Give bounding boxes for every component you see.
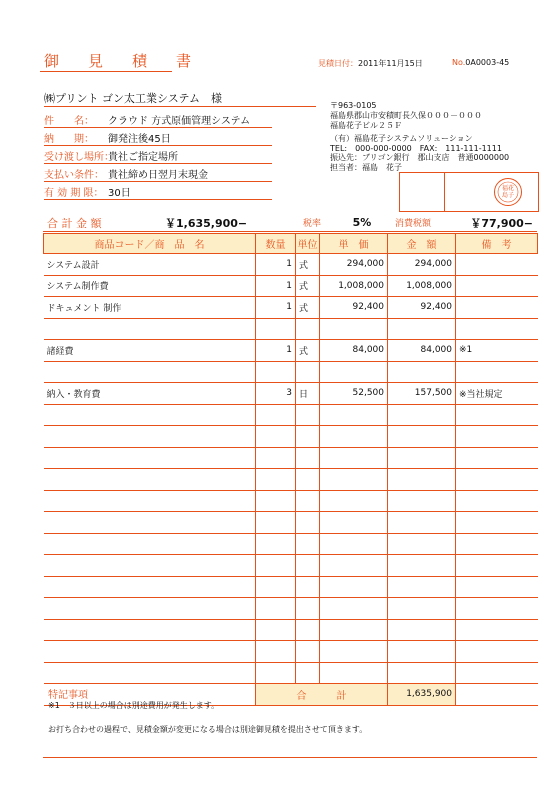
field-label: 支払い条件： bbox=[44, 170, 104, 181]
table-row bbox=[44, 383, 538, 405]
cell-amount bbox=[388, 447, 456, 469]
cell-amount bbox=[388, 662, 456, 684]
cell-quantity: 1 bbox=[256, 275, 296, 297]
tax-rate-label: 税率 bbox=[299, 214, 333, 232]
cell-unit-price: 1,008,000 bbox=[320, 275, 388, 297]
cell-unit bbox=[296, 361, 320, 383]
cell-unit bbox=[296, 555, 320, 577]
issuer-address-line2: 福島花子ビル２５Ｆ bbox=[330, 121, 402, 130]
cell-amount bbox=[388, 512, 456, 534]
seal-graphic bbox=[495, 179, 521, 205]
table-row bbox=[44, 662, 538, 684]
cell-item-name bbox=[44, 361, 256, 383]
cell-unit-price: 294,000 bbox=[320, 254, 388, 276]
cell-item-name bbox=[44, 619, 256, 641]
cell-quantity bbox=[256, 619, 296, 641]
cell-amount bbox=[388, 426, 456, 448]
cell-unit-price bbox=[320, 533, 388, 555]
cell-amount bbox=[388, 619, 456, 641]
cell-unit-price bbox=[320, 404, 388, 426]
field-label: 件 名： bbox=[44, 116, 94, 127]
cell-item-name bbox=[44, 533, 256, 555]
cell-remarks bbox=[456, 576, 538, 598]
field-value: 貴社ご指定場所 bbox=[108, 152, 178, 163]
cell-remarks bbox=[456, 619, 538, 641]
cell-remarks bbox=[456, 404, 538, 426]
table-row bbox=[44, 598, 538, 620]
field-value: 御発注後45日 bbox=[108, 134, 171, 145]
document-title: 御 見 積 書 bbox=[44, 52, 199, 70]
cell-unit-price bbox=[320, 469, 388, 491]
cell-unit-price bbox=[320, 576, 388, 598]
cell-unit: 式 bbox=[296, 340, 320, 362]
field-payment-terms bbox=[44, 164, 272, 182]
cell-item-name bbox=[44, 662, 256, 684]
cell-unit-price bbox=[320, 598, 388, 620]
cell-quantity bbox=[256, 662, 296, 684]
cell-remarks bbox=[456, 254, 538, 276]
issuer-person: 担当者：福島 花子 bbox=[330, 163, 402, 172]
total-amount-value: ￥1,635,900− bbox=[161, 214, 299, 232]
cell-unit bbox=[296, 447, 320, 469]
cell-remarks bbox=[456, 469, 538, 491]
cell-remarks bbox=[456, 641, 538, 663]
table-row bbox=[44, 447, 538, 469]
cell-quantity bbox=[256, 469, 296, 491]
cell-remarks bbox=[456, 555, 538, 577]
svg-text:福花: 福花 bbox=[501, 185, 515, 192]
cell-item-name bbox=[44, 490, 256, 512]
cell-amount: 157,500 bbox=[388, 383, 456, 405]
cell-remarks bbox=[456, 297, 538, 319]
cell-amount bbox=[388, 533, 456, 555]
table-row bbox=[44, 576, 538, 598]
number-field bbox=[452, 58, 509, 67]
date-label: 見積日付： bbox=[318, 59, 358, 68]
cell-amount bbox=[388, 318, 456, 340]
cell-quantity: 1 bbox=[256, 254, 296, 276]
cell-item-name bbox=[44, 576, 256, 598]
stamp-divider bbox=[444, 172, 445, 212]
cell-item-name bbox=[44, 469, 256, 491]
header-amount: 金 額 bbox=[388, 234, 456, 254]
table-row bbox=[44, 512, 538, 534]
cell-unit bbox=[296, 512, 320, 534]
cell-remarks bbox=[456, 490, 538, 512]
cell-item-name bbox=[44, 426, 256, 448]
cell-remarks bbox=[456, 662, 538, 684]
cell-unit: 式 bbox=[296, 275, 320, 297]
table-row bbox=[44, 254, 538, 276]
cell-item-name: 諸経費 bbox=[44, 340, 256, 362]
cell-quantity bbox=[256, 555, 296, 577]
cell-remarks bbox=[456, 361, 538, 383]
cell-item-name: システム制作費 bbox=[44, 275, 256, 297]
cell-unit bbox=[296, 619, 320, 641]
cell-unit-price: 52,500 bbox=[320, 383, 388, 405]
customer-name: ㈱プリント ゴン太工業システム 様 bbox=[44, 92, 222, 105]
table-row bbox=[44, 361, 538, 383]
issuer-bank: 振込先：ブリゴン銀行 郡山支店 普通0000000 bbox=[330, 153, 510, 162]
cell-amount: 1,008,000 bbox=[388, 275, 456, 297]
header-remarks: 備 考 bbox=[456, 234, 538, 254]
field-value: クラウド 方式原価管理システム bbox=[108, 116, 251, 127]
cell-unit: 日 bbox=[296, 383, 320, 405]
cell-quantity bbox=[256, 447, 296, 469]
cell-unit: 式 bbox=[296, 297, 320, 319]
cell-amount bbox=[388, 490, 456, 512]
cell-unit-price bbox=[320, 512, 388, 534]
cell-unit: 式 bbox=[296, 254, 320, 276]
cell-quantity bbox=[256, 426, 296, 448]
cell-unit-price bbox=[320, 662, 388, 684]
cell-amount: 92,400 bbox=[388, 297, 456, 319]
cell-item-name: システム設計 bbox=[44, 254, 256, 276]
cell-quantity bbox=[256, 512, 296, 534]
table-header bbox=[44, 234, 538, 254]
cell-amount: 84,000 bbox=[388, 340, 456, 362]
total-amount-label: 合 計 金 額 bbox=[43, 214, 161, 232]
cell-unit-price bbox=[320, 318, 388, 340]
cell-unit-price: 92,400 bbox=[320, 297, 388, 319]
header-item-name: 商品コード／商 品 名 bbox=[44, 234, 256, 254]
cell-quantity bbox=[256, 490, 296, 512]
cell-amount bbox=[388, 576, 456, 598]
cell-unit-price bbox=[320, 447, 388, 469]
table-row bbox=[44, 619, 538, 641]
cell-item-name bbox=[44, 598, 256, 620]
cell-remarks bbox=[456, 447, 538, 469]
cell-unit bbox=[296, 576, 320, 598]
cell-unit bbox=[296, 662, 320, 684]
cell-item-name: ドキュメント 制作 bbox=[44, 297, 256, 319]
issuer-tel-fax: TEL: 000-000-0000 FAX: 111-111-1111 bbox=[330, 144, 502, 153]
cell-unit bbox=[296, 426, 320, 448]
line-items-table bbox=[43, 233, 538, 706]
cell-remarks bbox=[456, 318, 538, 340]
table-total-value: 1,635,900 bbox=[388, 684, 456, 706]
cell-amount bbox=[388, 404, 456, 426]
cell-remarks: ※1 bbox=[456, 340, 538, 362]
cell-quantity: 3 bbox=[256, 383, 296, 405]
notes-heading: 特記事項 bbox=[48, 690, 88, 701]
svg-text:島子: 島子 bbox=[501, 192, 515, 199]
table-row bbox=[44, 340, 538, 362]
summary-row bbox=[43, 214, 537, 232]
issuer-address-line1: 福島県郡山市安積町長久保０００－０００ bbox=[330, 111, 482, 120]
customer-underline bbox=[44, 106, 316, 107]
table-row bbox=[44, 318, 538, 340]
table-row bbox=[44, 426, 538, 448]
cell-unit-price bbox=[320, 641, 388, 663]
date-field bbox=[318, 58, 423, 69]
cell-amount bbox=[388, 598, 456, 620]
cell-amount bbox=[388, 361, 456, 383]
field-delivery-date bbox=[44, 128, 272, 146]
table-row bbox=[44, 275, 538, 297]
cell-unit-price bbox=[320, 426, 388, 448]
cell-item-name bbox=[44, 404, 256, 426]
table-row bbox=[44, 533, 538, 555]
table-row bbox=[44, 641, 538, 663]
tax-amount-value: ￥77,900− bbox=[459, 214, 537, 232]
cell-unit bbox=[296, 318, 320, 340]
cell-quantity bbox=[256, 576, 296, 598]
cell-item-name bbox=[44, 555, 256, 577]
cell-quantity: 1 bbox=[256, 297, 296, 319]
cell-unit-price: 84,000 bbox=[320, 340, 388, 362]
summary-table bbox=[43, 214, 537, 232]
table-total-label: 合 計 bbox=[256, 684, 388, 706]
cell-unit bbox=[296, 490, 320, 512]
cell-quantity bbox=[256, 361, 296, 383]
cell-remarks: ※当社規定 bbox=[456, 383, 538, 405]
cell-remarks bbox=[456, 275, 538, 297]
seal-stamp-icon bbox=[494, 178, 522, 206]
title-underline bbox=[40, 71, 172, 72]
cell-unit bbox=[296, 641, 320, 663]
cell-item-name bbox=[44, 318, 256, 340]
cell-quantity bbox=[256, 318, 296, 340]
number-value: 0A0003-45 bbox=[465, 58, 510, 67]
field-value: 貴社締め日翌月末現金 bbox=[108, 170, 208, 181]
note-line-2: お打ち合わせの過程で、見積金額が変更になる場合は別途御見積を提出させて頂きます。 bbox=[48, 725, 368, 734]
tax-rate-value: 5% bbox=[333, 214, 391, 232]
cell-remarks bbox=[456, 426, 538, 448]
header-unit: 単位 bbox=[296, 234, 320, 254]
note-line-1: ※1 ３日以上の場合は別途費用が発生します。 bbox=[48, 701, 220, 710]
cell-amount bbox=[388, 555, 456, 577]
cell-item-name bbox=[44, 447, 256, 469]
field-label: 納 期： bbox=[44, 134, 94, 145]
cell-remarks bbox=[456, 598, 538, 620]
field-subject bbox=[44, 110, 272, 128]
date-value: 2011年11月15日 bbox=[358, 59, 423, 68]
cell-unit-price bbox=[320, 361, 388, 383]
cell-unit bbox=[296, 469, 320, 491]
cell-unit bbox=[296, 404, 320, 426]
cell-quantity bbox=[256, 533, 296, 555]
cell-quantity bbox=[256, 641, 296, 663]
field-delivery-place bbox=[44, 146, 272, 164]
issuer-postal: 〒963-0105 bbox=[330, 101, 377, 110]
issuer-company: （有）福島花子システムソリューション bbox=[330, 134, 473, 143]
cell-item-name: 納入・教育費 bbox=[44, 383, 256, 405]
cell-amount bbox=[388, 469, 456, 491]
cell-quantity: 1 bbox=[256, 340, 296, 362]
cell-unit bbox=[296, 598, 320, 620]
header-unit-price: 単 価 bbox=[320, 234, 388, 254]
cell-remarks bbox=[456, 512, 538, 534]
cell-unit-price bbox=[320, 490, 388, 512]
cell-remarks bbox=[456, 533, 538, 555]
field-label: 有 効 期 限： bbox=[44, 188, 104, 199]
field-value: 30日 bbox=[108, 188, 131, 199]
table-row bbox=[44, 297, 538, 319]
cell-quantity bbox=[256, 404, 296, 426]
cell-quantity bbox=[256, 598, 296, 620]
table-row bbox=[44, 555, 538, 577]
table-row bbox=[44, 469, 538, 491]
number-label: No. bbox=[452, 58, 466, 67]
cell-unit-price bbox=[320, 619, 388, 641]
cell-unit bbox=[296, 533, 320, 555]
cell-unit-price bbox=[320, 555, 388, 577]
cell-item-name bbox=[44, 512, 256, 534]
table-row bbox=[44, 490, 538, 512]
bottom-divider bbox=[43, 757, 537, 758]
tax-amount-label: 消費税額 bbox=[391, 214, 459, 232]
header-quantity: 数量 bbox=[256, 234, 296, 254]
field-validity bbox=[44, 182, 272, 200]
cell-item-name bbox=[44, 641, 256, 663]
table-row bbox=[44, 404, 538, 426]
field-label: 受け渡し場所： bbox=[44, 152, 114, 163]
cell-amount bbox=[388, 641, 456, 663]
cell-amount: 294,000 bbox=[388, 254, 456, 276]
